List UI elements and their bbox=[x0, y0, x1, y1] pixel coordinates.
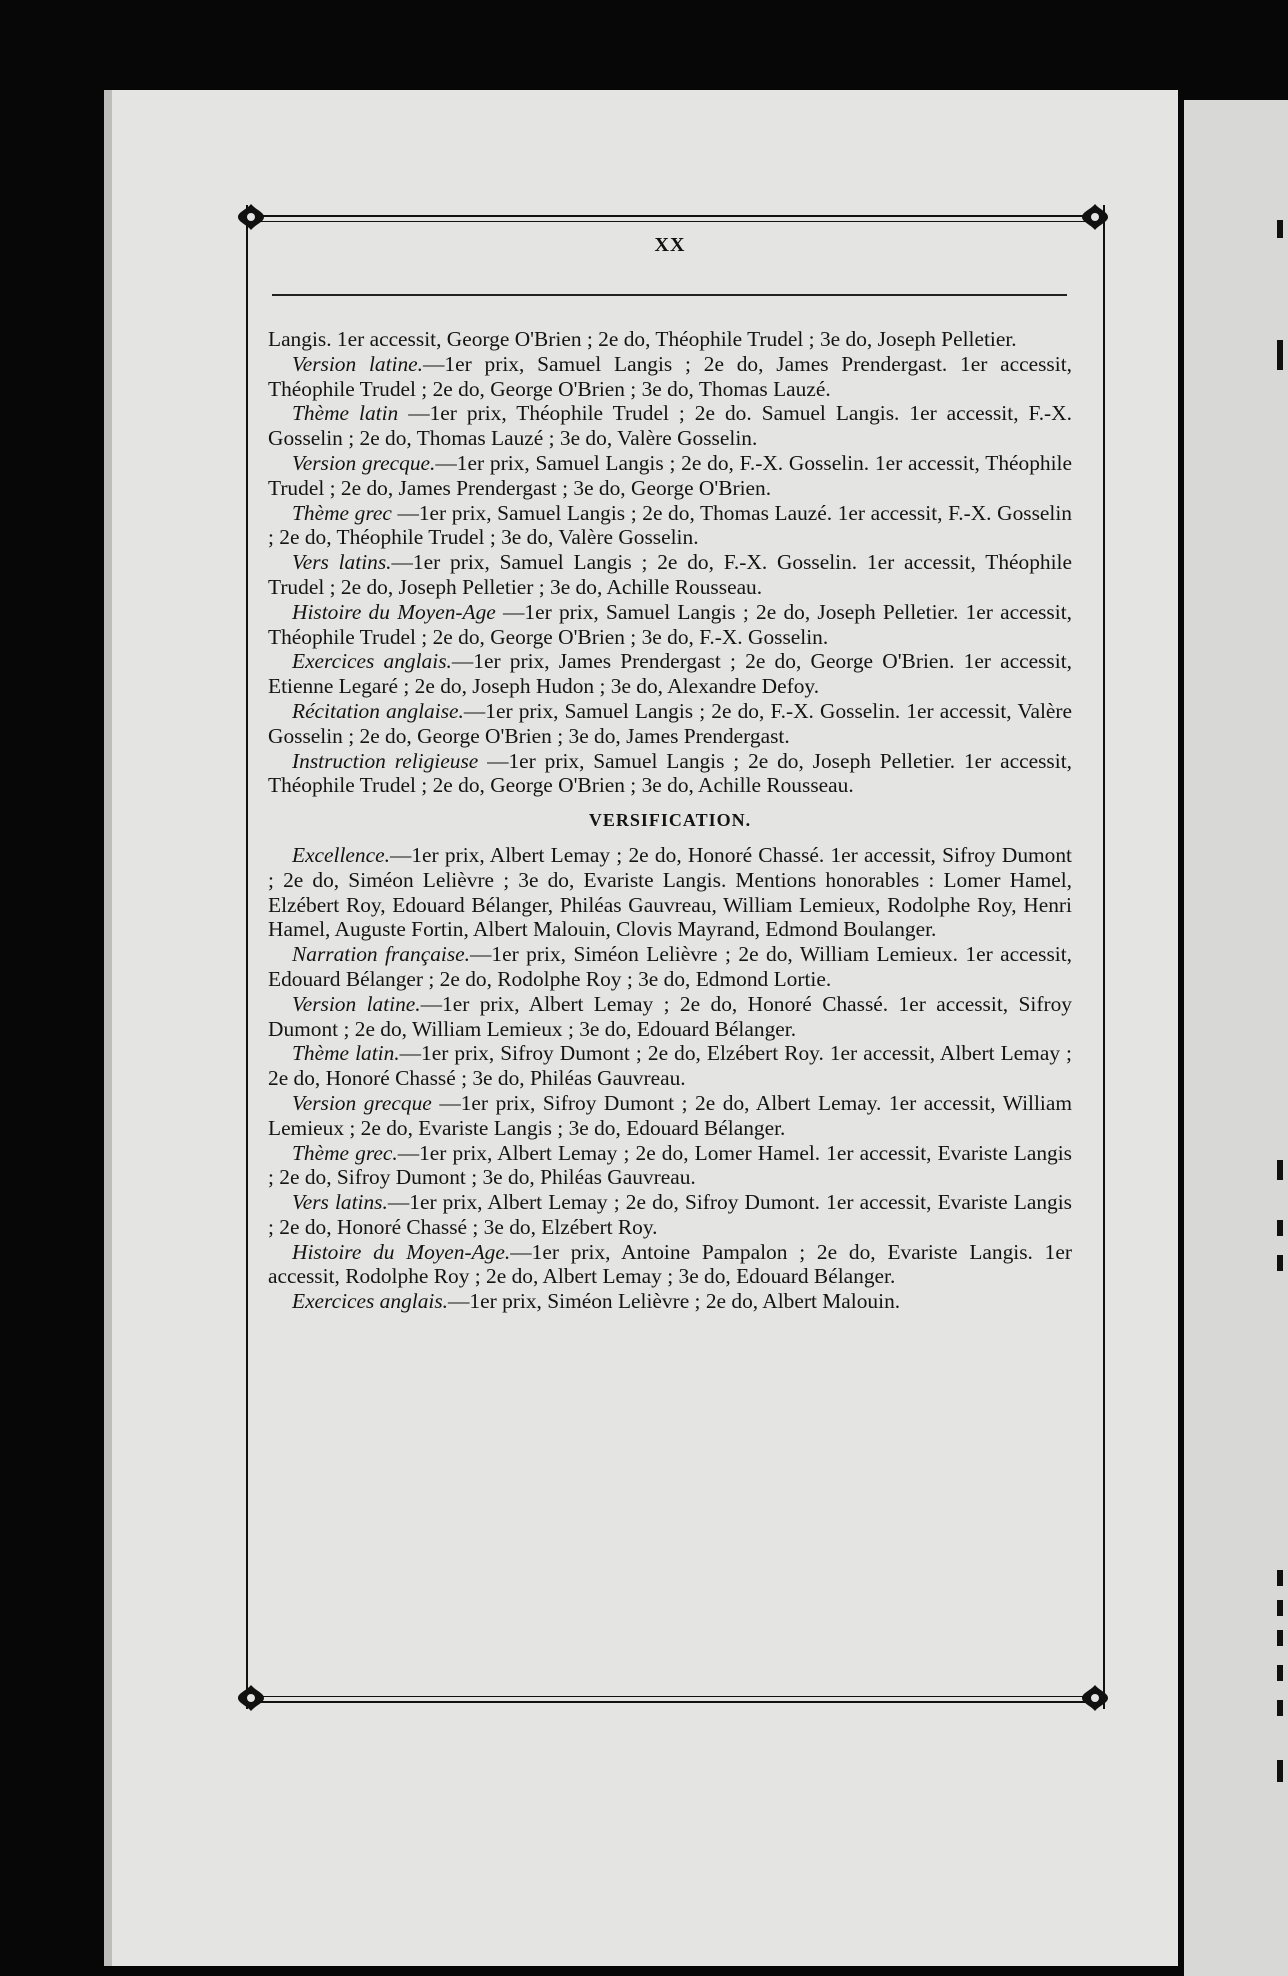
corner-ornament-icon bbox=[236, 202, 266, 232]
corner-ornament-icon bbox=[1080, 1683, 1110, 1713]
paragraph: Histoire du Moyen-Age —1er prix, Samuel Langis ; 2e do, Joseph Pelletier. 1er accessit, Théophile Trudel ; 2e do, George O'Brien ; 3e do, F.-X. Gosselin. bbox=[268, 599, 1072, 649]
paragraph: Version grecque —1er prix, Sifroy Dumont ; 2e do, Albert Lemay. 1er accessit, William Lemieux ; 2e do, Evariste Langis ; 3e do, Edouard Bélanger. bbox=[268, 1090, 1072, 1140]
paragraph: Exercices anglais.—1er prix, Siméon Lelièvre ; 2e do, Albert Malouin. bbox=[292, 1289, 901, 1314]
adjacent-page-text-fragments bbox=[1277, 100, 1288, 1800]
bottom-double-rule bbox=[246, 1696, 1105, 1703]
paragraph: Exercices anglais.—1er prix, James Prendergast ; 2e do, George O'Brien. 1er accessit, Etienne Legaré ; 2e do, Joseph Hudon ; 3e do, Alexandre Defoy. bbox=[268, 649, 1072, 699]
paragraph: Thème grec.—1er prix, Albert Lemay ; 2e do, Lomer Hamel. 1er accessit, Evariste Langis ; 2e do, Sifroy Dumont ; 3e do, Philéas Gauvreau. bbox=[268, 1140, 1073, 1190]
paragraph: Histoire du Moyen-Age.—1er prix, Antoine Pampalon ; 2e do, Evariste Langis. 1er accessit, Rodolphe Roy ; 2e do, Albert Lemay ; 3e do, Edouard Bélanger. bbox=[268, 1239, 1072, 1289]
paragraph: Excellence.—1er prix, Albert Lemay ; 2e do, Honoré Chassé. 1er accessit, Sifroy Dumont ; 2e do, Siméon Lelièvre ; 3e do, Evariste Langis. Mentions honorables : Lomer Hamel, Elzébert Roy, Edouard Bélanger, Philéas Gauvreau, William Lemieux, Rodolphe Roy, Henri Hamel, Auguste Fortin, Albert Malouin, Clovis Mayrand, Edmond Boulanger. bbox=[268, 842, 1072, 942]
paragraph: Thème latin —1er prix, Théophile Trudel ; 2e do. Samuel Langis. 1er accessit, F.-X. Gosselin ; 2e do, Thomas Lauzé ; 3e do, Valère Gosselin. bbox=[268, 401, 1072, 451]
section-heading: VERSIFICATION. bbox=[588, 810, 752, 831]
paragraph: Version latine.—1er prix, Albert Lemay ; 2e do, Honoré Chassé. 1er accessit, Sifroy Dumont ; 2e do, William Lemieux ; 3e do, Edouard Bélanger. bbox=[268, 991, 1072, 1041]
corner-ornament-icon bbox=[236, 1683, 266, 1713]
page-body-text bbox=[268, 327, 1072, 1314]
paragraph: Instruction religieuse —1er prix, Samuel Langis ; 2e do, Joseph Pelletier. 1er accessit, Théophile Trudel ; 2e do, George O'Brien ; 3e do, Achille Rousseau. bbox=[268, 748, 1072, 798]
paragraph: Langis. 1er accessit, George O'Brien ; 2e do, Théophile Trudel ; 3e do, Joseph Pelletier. bbox=[268, 327, 1017, 351]
header-rule bbox=[272, 294, 1067, 296]
paragraph: Narration française.—1er prix, Siméon Lelièvre ; 2e do, William Lemieux. 1er accessit, Edouard Bélanger ; 2e do, Rodolphe Roy ; 3e do, Edmond Lortie. bbox=[268, 942, 1073, 991]
paragraph: Version grecque.—1er prix, Samuel Langis ; 2e do, F.-X. Gosselin. 1er accessit, Théophile Trudel ; 2e do, James Prendergast ; 3e do, George O'Brien. bbox=[268, 450, 1072, 500]
adjacent-page-edge bbox=[1184, 100, 1288, 1976]
paragraph: Thème grec —1er prix, Samuel Langis ; 2e do, Thomas Lauzé. 1er accessit, F.-X. Gosselin ; 2e do, Théophile Trudel ; 3e do, Valère Gosselin. bbox=[268, 500, 1072, 550]
paragraph: Vers latins.—1er prix, Samuel Langis ; 2e do, F.-X. Gosselin. 1er accessit, Théophile Trudel ; 2e do, Joseph Pelletier ; 3e do, Achille Rousseau. bbox=[268, 550, 1072, 599]
paragraph: Version latine.—1er prix, Samuel Langis ; 2e do, James Prendergast. 1er accessit, Théophile Trudel ; 2e do, George O'Brien ; 3e do, Thomas Lauzé. bbox=[268, 351, 1072, 401]
paragraph: Thème latin.—1er prix, Sifroy Dumont ; 2e do, Elzébert Roy. 1er accessit, Albert Lemay ; 2e do, Honoré Chassé ; 3e do, Philéas Gauvreau. bbox=[268, 1041, 1072, 1091]
top-double-rule bbox=[246, 215, 1105, 222]
paragraph: Vers latins.—1er prix, Albert Lemay ; 2e do, Sifroy Dumont. 1er accessit, Evariste Langis ; 2e do, Honoré Chassé ; 3e do, Elzébert Roy. bbox=[268, 1190, 1072, 1239]
page-number: XX bbox=[654, 234, 686, 256]
corner-ornament-icon bbox=[1080, 202, 1110, 232]
paragraph: Récitation anglaise.—1er prix, Samuel Langis ; 2e do, F.-X. Gosselin. 1er accessit, Valère Gosselin ; 2e do, George O'Brien ; 3e do, James Prendergast. bbox=[268, 698, 1072, 748]
